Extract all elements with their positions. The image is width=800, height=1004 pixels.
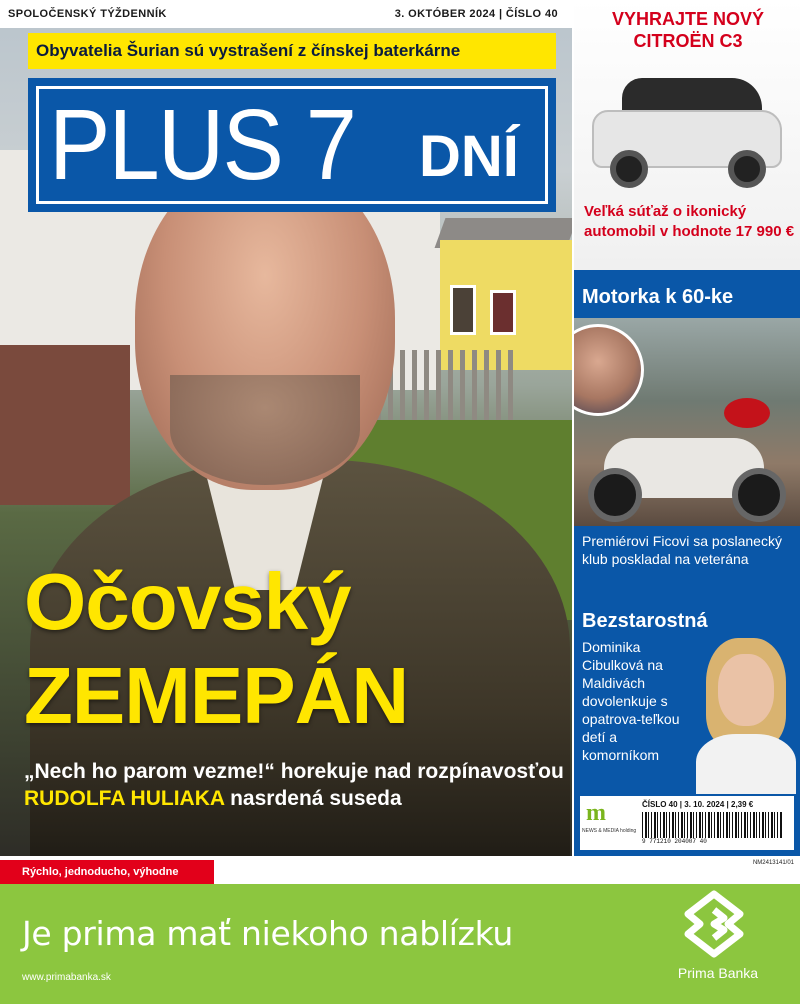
barcode-meta: ČÍSLO 40 | 3. 10. 2024 | 2,39 € <box>642 800 754 809</box>
product-code: NM2413141/01 <box>752 860 794 866</box>
subline-part1: „Nech ho parom vezme!“ horekuje nad rozpínavosťou <box>24 760 564 783</box>
publisher-name: NEWS & MEDIA holding <box>582 828 637 834</box>
moto-story-text: Premiérovi Ficovi sa poslanecký klub poskladal na veterána <box>582 533 782 567</box>
teaser-bar[interactable] <box>28 33 556 69</box>
price: 2,39 € <box>731 800 754 809</box>
portrait-inset <box>574 324 644 416</box>
car-wheel <box>610 150 648 188</box>
bez-story-title[interactable]: Bezstarostná <box>582 610 708 632</box>
bank-url[interactable]: www.primabanka.sk <box>22 972 111 983</box>
subline-highlight: RUDOLFA HULIAKA <box>24 787 225 810</box>
top-line <box>0 0 572 28</box>
subline-part2: nasrdená suseda <box>230 787 402 810</box>
barcode-icon <box>642 812 782 838</box>
gift-bow <box>724 398 770 428</box>
issue-date-small: 3. 10. 2024 <box>684 800 725 809</box>
barcode-digits: 9 771210 204007 40 <box>642 838 707 845</box>
barcode-box <box>580 796 794 850</box>
moto-story-title[interactable]: Motorka k 60-ke <box>582 286 734 308</box>
bank-ad[interactable] <box>0 884 800 1004</box>
masthead-title: PLUS 7 <box>49 89 356 201</box>
car-ad-title: VYHRAJTE NOVÝ CITROËN C3 <box>611 9 765 51</box>
person-beard <box>170 375 360 485</box>
cover-headline-line2: ZEMEPÁN <box>24 651 409 740</box>
cover-headline-line1: Očovský <box>24 557 351 646</box>
kicker: SPOLOČENSKÝ TÝŽDENNÍK <box>8 8 167 20</box>
portrait-dress <box>696 734 796 794</box>
motorbike-wheel <box>732 468 786 522</box>
portrait-face <box>718 654 774 726</box>
issue-label: ČÍSLO 40 <box>642 800 678 809</box>
car-wheel <box>728 150 766 188</box>
issue-date: 3. OKTÓBER 2024 | ČÍSLO 40 <box>394 8 558 20</box>
masthead <box>28 78 556 212</box>
bez-story-text: Dominika Cibulková na Maldivách dovolenkuje s opatrova-teľkou detí a komorníkom <box>582 639 680 763</box>
masthead-frame <box>36 86 548 204</box>
bank-slogan: Je prima mať niekoho nablízku <box>22 914 514 953</box>
bank-tagline <box>0 860 214 884</box>
bank-tagline-text: Rýchlo, jednoducho, výhodne <box>22 866 179 878</box>
moto-story-photo <box>574 318 800 526</box>
car-contest-ad[interactable] <box>574 0 800 270</box>
masthead-subtitle: DNÍ <box>419 124 519 189</box>
sidebar <box>574 0 800 856</box>
publisher-logo: m <box>586 800 606 826</box>
teaser-text: Obyvatelia Šurian sú vystrašení z čínskej baterkárne <box>36 41 461 60</box>
cover-person <box>30 160 570 856</box>
car-image <box>592 70 782 190</box>
bez-story-photo <box>692 638 800 794</box>
motorbike-wheel <box>588 468 642 522</box>
prima-banka-logo-icon <box>680 890 748 958</box>
car-ad-text: Veľká súťaž o ikonický automobil v hodnote 17 990 € <box>584 203 795 240</box>
cover-subline <box>24 758 564 812</box>
bank-name: Prima Banka <box>677 965 759 981</box>
